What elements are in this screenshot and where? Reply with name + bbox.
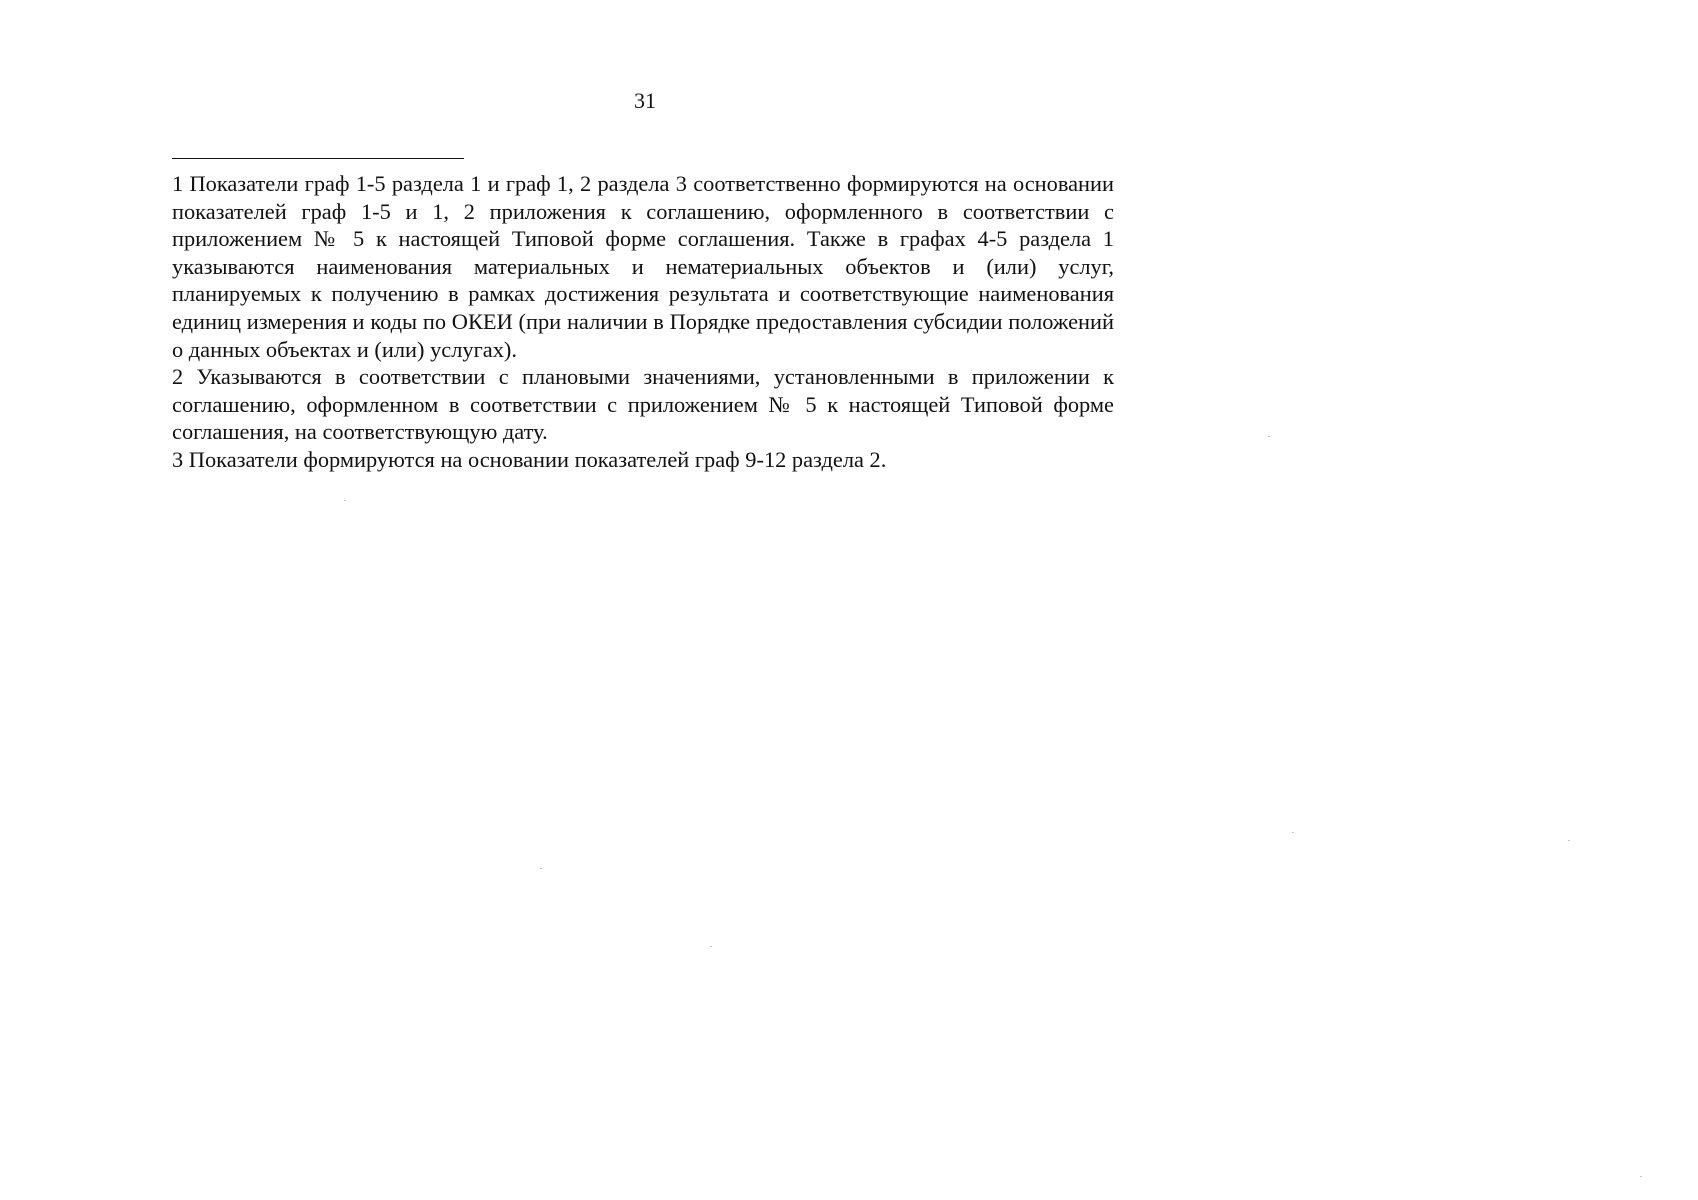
scan-speck xyxy=(1268,436,1270,437)
scan-speck xyxy=(1640,1176,1642,1177)
footnote-2: 2 Указываются в соответствии с плановыми значениями, установленными в приложении к соглашению, оформленном в соответствии с приложением № 5 к настоящей Типовой форме соглашения, на соответствующую дату. xyxy=(172,364,1114,445)
scan-speck xyxy=(540,868,542,869)
scan-speck xyxy=(344,500,346,501)
footnote-3: 3 Показатели формируются на основании показателей граф 9-12 раздела 2. xyxy=(172,446,887,472)
footnote-separator xyxy=(172,158,464,159)
page-number: 31 xyxy=(634,88,656,113)
scan-speck xyxy=(1292,832,1294,833)
scan-speck xyxy=(1568,840,1570,841)
scan-speck xyxy=(710,946,712,947)
footnote-1: 1 Показатели граф 1-5 раздела 1 и граф 1, 2 раздела 3 соответственно формируются на основании показателей граф 1-5 и 1, 2 приложения к соглашению, оформленного в соответствии с приложением № 5 к настоящей Типовой форме соглашения. Также в графах 4-5 раздела 1 указываются наименования материальных и нематериальных объектов и (или) услуг, планируемых к получению в рамках достижения результата и соответствующие наименования единиц измерения и коды по ОКЕИ (при наличии в Порядке предоставления субсидии положений о данных объектах и (или) услугах). xyxy=(172,171,1114,362)
footnotes xyxy=(172,170,1114,474)
